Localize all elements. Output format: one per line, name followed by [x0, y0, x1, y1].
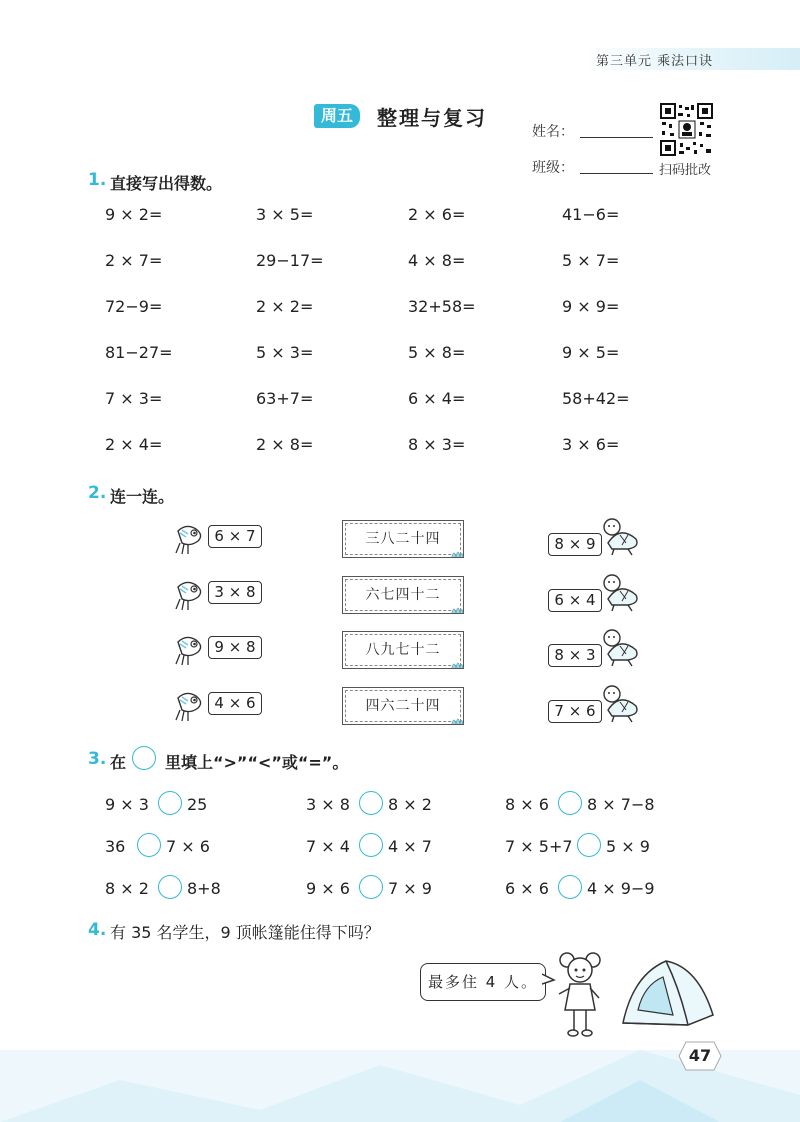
grass-icon — [450, 653, 464, 665]
section3-title-pre: 在 — [110, 753, 127, 772]
left-expression-card[interactable]: 3 × 8 — [208, 581, 262, 604]
compare-right: 4 × 7 — [388, 837, 432, 856]
class-field[interactable] — [580, 173, 653, 174]
turtle-icon — [598, 628, 642, 668]
math-problem[interactable]: 2 × 6= — [408, 205, 466, 224]
qr-code-icon[interactable] — [660, 103, 713, 156]
answer-circle[interactable] — [359, 875, 383, 899]
section1-title: 直接写出得数。 — [110, 174, 223, 193]
page-title: 整理与复习 — [377, 106, 487, 130]
math-problem[interactable]: 81−27= — [105, 343, 173, 362]
sample-circle — [132, 746, 156, 770]
answer-circle[interactable] — [577, 833, 601, 857]
math-problem[interactable]: 41−6= — [562, 205, 620, 224]
compare-left: 6 × 6 — [505, 879, 549, 898]
answer-circle[interactable] — [158, 791, 182, 815]
math-problem[interactable]: 2 × 4= — [105, 435, 163, 454]
fish-icon — [174, 688, 208, 722]
compare-right: 4 × 9−9 — [587, 879, 655, 898]
right-expression-card[interactable]: 8 × 9 — [548, 533, 602, 556]
math-problem[interactable]: 3 × 6= — [562, 435, 620, 454]
math-problem[interactable]: 7 × 3= — [105, 389, 163, 408]
math-problem[interactable]: 9 × 5= — [562, 343, 620, 362]
math-problem[interactable]: 58+42= — [562, 389, 630, 408]
section2-number: 2. — [88, 483, 107, 503]
fish-icon — [174, 577, 208, 611]
left-expression-card[interactable]: 9 × 8 — [208, 636, 262, 659]
bubble-tail-icon — [542, 972, 556, 986]
turtle-icon — [598, 517, 642, 557]
answer-circle[interactable] — [158, 875, 182, 899]
section4-question: 有 35 名学生，9 顶帐篷能住得下吗？ — [110, 923, 380, 942]
math-problem[interactable]: 2 × 7= — [105, 251, 163, 270]
math-problem[interactable]: 5 × 7= — [562, 251, 620, 270]
answer-circle[interactable] — [558, 791, 582, 815]
math-problem[interactable]: 5 × 3= — [256, 343, 314, 362]
math-problem[interactable]: 2 × 2= — [256, 297, 314, 316]
qr-label: 扫码批改 — [659, 163, 712, 178]
class-label: 班级： — [532, 160, 574, 176]
day-badge: 周五 — [314, 104, 360, 128]
math-problem[interactable]: 9 × 2= — [105, 205, 163, 224]
answer-circle[interactable] — [359, 791, 383, 815]
right-expression-card[interactable]: 7 × 6 — [548, 700, 602, 723]
turtle-icon — [598, 573, 642, 613]
rhyme-card[interactable]: 三八二十四 — [342, 520, 464, 558]
turtle-icon — [598, 684, 642, 724]
section3-number: 3. — [88, 749, 107, 769]
right-expression-card[interactable]: 6 × 4 — [548, 589, 602, 612]
name-field[interactable] — [580, 137, 653, 138]
compare-right: 8 × 7−8 — [587, 795, 655, 814]
answer-circle[interactable] — [137, 833, 161, 857]
compare-right: 7 × 9 — [388, 879, 432, 898]
compare-left: 36 — [105, 837, 126, 856]
rhyme-card[interactable]: 六七四十二 — [342, 576, 464, 614]
math-problem[interactable]: 63+7= — [256, 389, 314, 408]
fish-icon — [174, 521, 208, 555]
compare-left: 3 × 8 — [306, 795, 350, 814]
girl-icon — [555, 948, 605, 1040]
left-expression-card[interactable]: 6 × 7 — [208, 525, 262, 548]
compare-left: 9 × 6 — [306, 879, 350, 898]
math-problem[interactable]: 4 × 8= — [408, 251, 466, 270]
compare-left: 7 × 4 — [306, 837, 350, 856]
math-problem[interactable]: 3 × 5= — [256, 205, 314, 224]
rhyme-card[interactable]: 八九七十二 — [342, 631, 464, 669]
fish-icon — [174, 632, 208, 666]
name-label: 姓名： — [532, 124, 574, 140]
tent-icon — [618, 955, 718, 1030]
unit-label: 第三单元 乘法口诀 — [596, 54, 714, 69]
compare-right: 7 × 6 — [166, 837, 210, 856]
grass-icon — [450, 709, 464, 721]
math-problem[interactable]: 72−9= — [105, 297, 163, 316]
compare-left: 8 × 6 — [505, 795, 549, 814]
speech-bubble: 最多住 4 人。 — [420, 963, 546, 1001]
compare-left: 8 × 2 — [105, 879, 149, 898]
right-expression-card[interactable]: 8 × 3 — [548, 644, 602, 667]
answer-circle[interactable] — [558, 875, 582, 899]
section1-number: 1. — [88, 170, 107, 190]
section2-title: 连一连。 — [110, 487, 175, 506]
grass-icon — [450, 542, 464, 554]
compare-left: 7 × 5+7 — [505, 837, 573, 856]
math-problem[interactable]: 6 × 4= — [408, 389, 466, 408]
math-problem[interactable]: 8 × 3= — [408, 435, 466, 454]
section3-title-post: 里填上“>”“<”或“=”。 — [165, 753, 349, 772]
section4-number: 4. — [88, 920, 107, 940]
math-problem[interactable]: 5 × 8= — [408, 343, 466, 362]
rhyme-card[interactable]: 四六二十四 — [342, 687, 464, 725]
compare-right: 8 × 2 — [388, 795, 432, 814]
math-problem[interactable]: 29−17= — [256, 251, 324, 270]
grass-icon — [450, 598, 464, 610]
answer-circle[interactable] — [359, 833, 383, 857]
math-problem[interactable]: 2 × 8= — [256, 435, 314, 454]
page-number: 47 — [688, 1046, 712, 1065]
left-expression-card[interactable]: 4 × 6 — [208, 692, 262, 715]
math-problem[interactable]: 9 × 9= — [562, 297, 620, 316]
compare-right: 5 × 9 — [606, 837, 650, 856]
compare-right: 25 — [187, 795, 208, 814]
compare-right: 8+8 — [187, 879, 221, 898]
compare-left: 9 × 3 — [105, 795, 149, 814]
math-problem[interactable]: 32+58= — [408, 297, 476, 316]
